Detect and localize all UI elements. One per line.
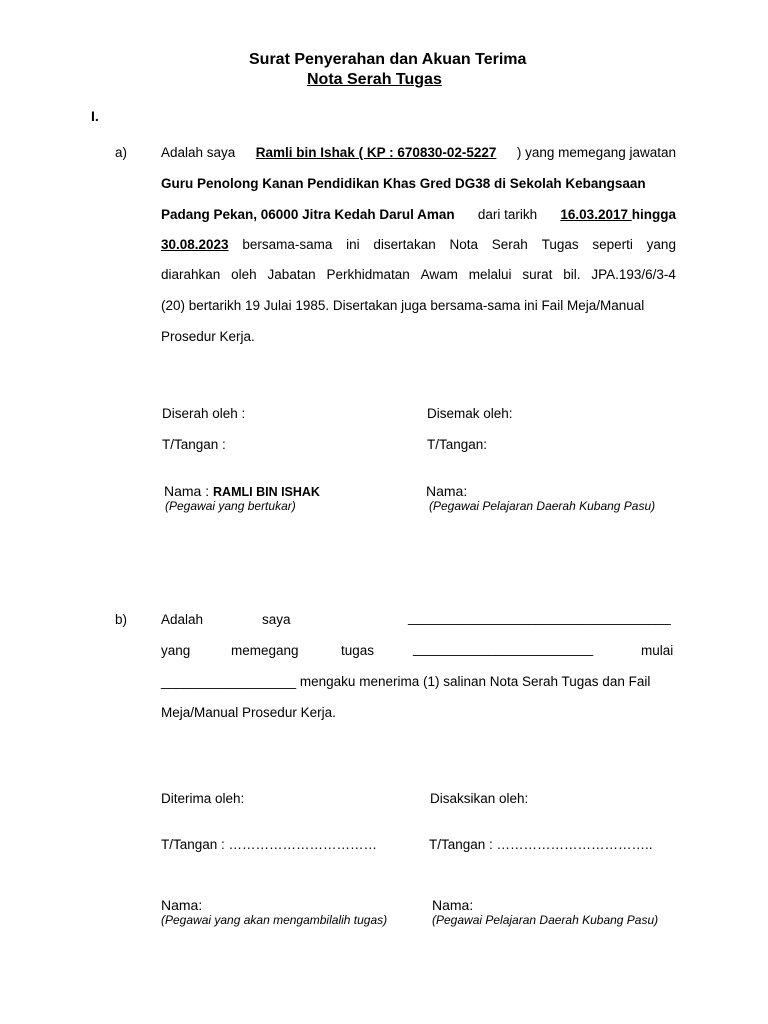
part-b-line-3: __________________ mengaku menerima (1) salinan Nota Serah Tugas dan Fail (161, 674, 651, 689)
part-a-label: a) (115, 145, 128, 160)
role-caption: (Pegawai Pelajaran Daerah Kubang Pasu) (429, 499, 656, 513)
word: diarahkan (161, 267, 221, 282)
document-subtitle: Nota Serah Tugas (307, 71, 442, 88)
blank-line: ________________________ (413, 641, 594, 656)
witnessed-by-label: Disaksikan oleh: (430, 791, 529, 806)
part-b-word: mulai (641, 643, 674, 658)
handover-officer-name: RAMLI BIN ISHAK (213, 485, 320, 499)
name-field: Nama: (426, 483, 468, 499)
date-to: 30.08.2023 (161, 237, 229, 252)
part-a-line-6: (20) bertarikh 19 Julai 1985. Disertakan juga bersama-sama ini Fail Meja/Manual (161, 298, 645, 313)
part-b-word: yang (161, 643, 191, 658)
part-b-line-4: Meja/Manual Prosedur Kerja. (161, 705, 336, 720)
received-by-label: Diterima oleh: (161, 791, 245, 806)
section-number: I. (91, 108, 99, 124)
word: oleh (231, 267, 257, 282)
word: yang (646, 237, 676, 252)
part-b-word: Adalah (161, 612, 204, 627)
part-a-line-3 (161, 207, 676, 222)
signature-label: T/Tangan : …………………………… (161, 837, 378, 852)
part-b-label: b) (115, 612, 128, 627)
officer-name-kp: Ramli bin Ishak ( KP : 670830-02-5227 (255, 145, 497, 160)
part-b-word: memegang (231, 643, 299, 658)
part-a-line-5 (161, 267, 676, 282)
signature-label: T/Tangan : …………………………….. (429, 837, 653, 852)
reviewed-by-label: Disemak oleh: (427, 406, 513, 421)
role-caption: (Pegawai Pelajaran Daerah Kubang Pasu) (432, 913, 659, 927)
part-a-line-7: Prosedur Kerja. (161, 329, 255, 344)
school-address: Padang Pekan, 06000 Jitra Kedah Darul Aman (161, 207, 455, 222)
blank-line: ___________________________________ (408, 610, 671, 625)
part-b-word: tugas (341, 643, 375, 658)
word: Awam (420, 267, 458, 282)
name-field: Nama: (432, 897, 474, 913)
word: Tugas (541, 237, 579, 252)
document-title: Surat Penyerahan dan Akuan Terima (249, 51, 527, 68)
part-a-line-1-text: Adalah saya (161, 145, 236, 160)
name-field: Nama : RAMLI BIN ISHAK (164, 483, 320, 499)
handed-by-label: Diserah oleh : (162, 406, 246, 421)
word: ini (346, 237, 360, 252)
part-a-position: Guru Penolong Kanan Pendidikan Khas Gred DG38 di Sekolah Kebangsaan (161, 176, 646, 191)
part-b-word: saya (262, 612, 291, 627)
blank-line: __________________ (161, 674, 297, 689)
part-a-line-1 (161, 145, 676, 160)
date-from: 16.03.2017 hingga (560, 207, 676, 222)
word: bil. (563, 267, 581, 282)
word: Perkhidmatan (326, 267, 410, 282)
word: bersama-sama (242, 237, 333, 252)
word: Serah (491, 237, 528, 252)
part-a-line-1-end: ) yang memegang jawatan (516, 145, 676, 160)
word: Jabatan (267, 267, 316, 282)
word: disertakan (373, 237, 436, 252)
word: surat (522, 267, 553, 282)
part-a-line-3-from: dari tarikh (477, 207, 538, 222)
word: seperti (592, 237, 633, 252)
signature-label: T/Tangan : (162, 437, 226, 452)
role-caption: (Pegawai yang akan mengambilalih tugas) (161, 913, 388, 927)
signature-label: T/Tangan: (427, 437, 488, 452)
word: Nota (449, 237, 479, 252)
word: melalui (468, 267, 512, 282)
part-a-line-4 (161, 237, 676, 252)
name-field: Nama: (161, 897, 203, 913)
word: JPA.193/6/3-4 (591, 267, 676, 282)
role-caption: (Pegawai yang bertukar) (165, 499, 296, 513)
